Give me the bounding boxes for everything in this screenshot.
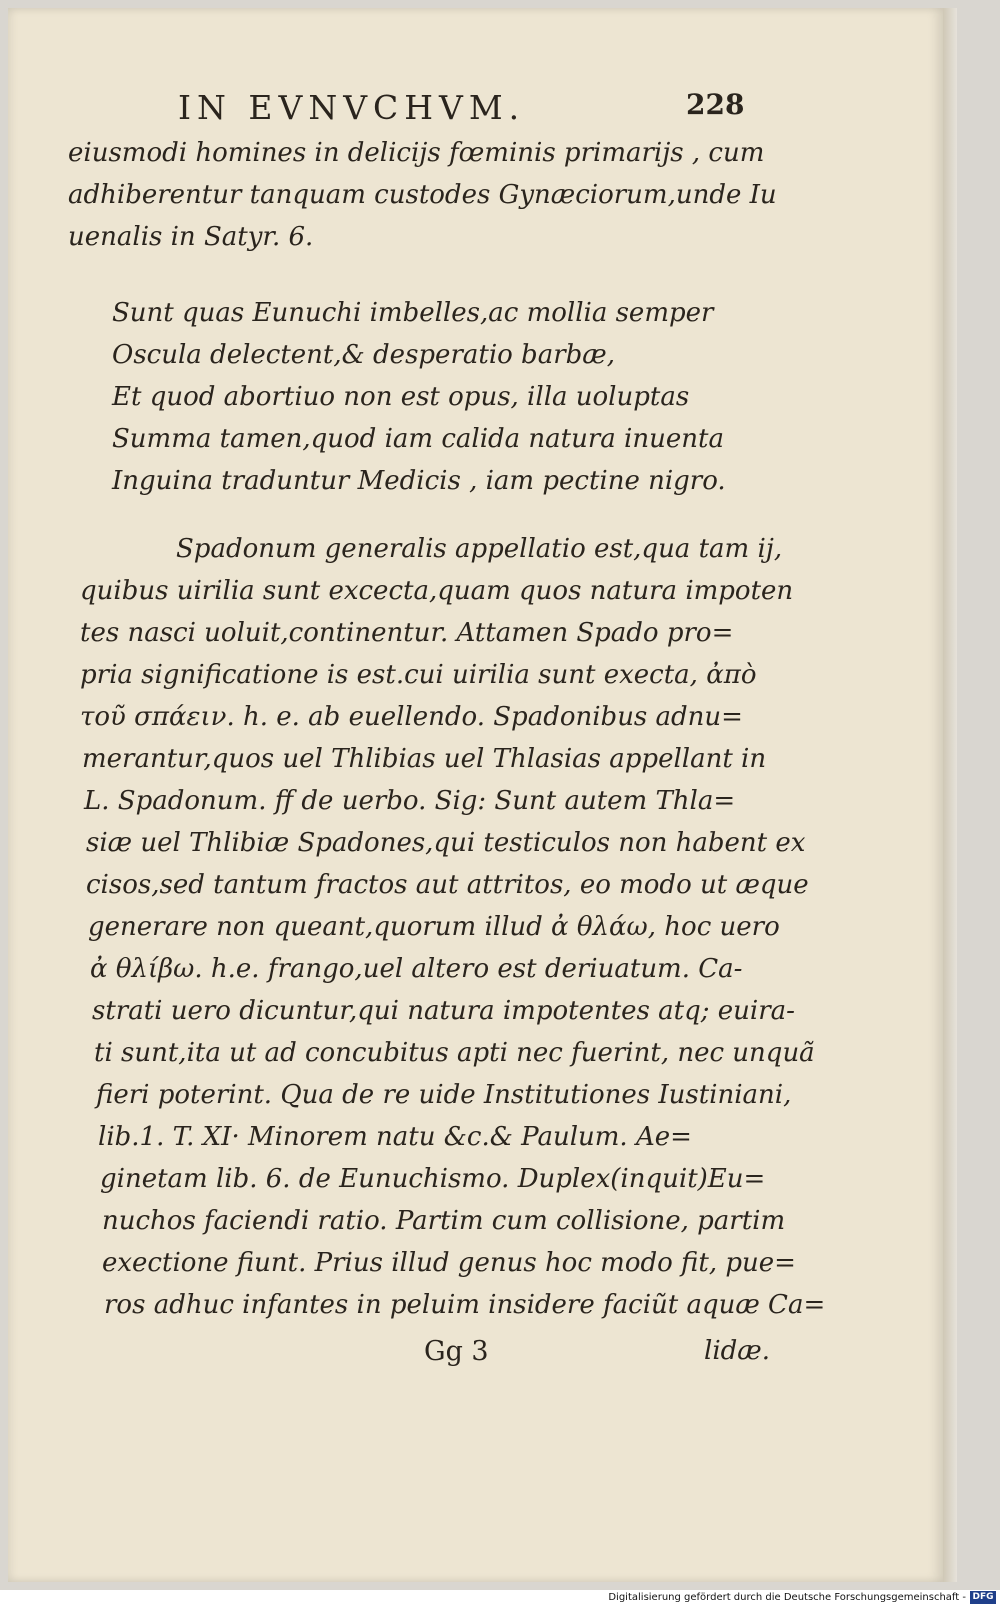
body-line: ti sunt,ita ut ad concubitus apti nec fuerint, nec unquã bbox=[94, 1038, 815, 1068]
verse-line: Et quod abortiuo non est opus, illa uoluptas bbox=[112, 382, 690, 412]
body-line: pria significatione is est.cui uirilia sunt execta, ἀπὸ bbox=[80, 660, 757, 690]
dfg-logo: DFG bbox=[970, 1591, 996, 1604]
funding-credit: Digitalisierung gefördert durch die Deutsche Forschungsgemeinschaft - bbox=[608, 1592, 966, 1603]
intro-line: uenalis in Satyr. 6. bbox=[68, 222, 314, 252]
body-line: τοῦ σπάειν. h. e. ab euellendo. Spadonibus adnu= bbox=[80, 702, 743, 732]
page-edge bbox=[943, 8, 957, 1582]
body-line: L. Spadonum. ff de uerbo. Sig: Sunt autem Thla= bbox=[84, 786, 736, 816]
body-line: ros adhuc infantes in peluim insidere faciũt aquæ Ca= bbox=[104, 1290, 826, 1320]
body-line: strati uero dicuntur,qui natura impotentes atq; euira- bbox=[92, 996, 795, 1026]
body-line: cisos,sed tantum fractos aut attritos, eo modo ut æque bbox=[86, 870, 809, 900]
verse-line: Sunt quas Eunuchi imbelles,ac mollia semper bbox=[112, 298, 714, 328]
running-title: IN EVNVCHVM. bbox=[178, 88, 526, 127]
body-line: quibus uirilia sunt excecta,quam quos natura impoten bbox=[80, 576, 794, 606]
body-line: fieri poterint. Qua de re uide Institutiones Iustiniani, bbox=[96, 1080, 792, 1110]
body-line: Spadonum generalis appellatio est,qua tam ij, bbox=[176, 534, 783, 564]
signature-mark: Gg 3 bbox=[424, 1336, 489, 1367]
body-line: ginetam lib. 6. de Eunuchismo. Duplex(inquit)Eu= bbox=[100, 1164, 766, 1194]
verse-line: Oscula delectent,& desperatio barbæ, bbox=[112, 340, 615, 370]
verse-line: Inguina traduntur Medicis , iam pectine nigro. bbox=[112, 466, 726, 496]
body-line: tes nasci uoluit,continentur. Attamen Spado pro= bbox=[80, 618, 734, 648]
catchword: lidæ. bbox=[704, 1336, 770, 1366]
body-line: siæ uel Thlibiæ Spadones,qui testiculos non habent ex bbox=[86, 828, 806, 858]
body-line: ἀ θλίβω. h.e. frango,uel altero est deriuatum. Ca- bbox=[90, 954, 743, 984]
body-line: exectione fiunt. Prius illud genus hoc modo fit, pue= bbox=[102, 1248, 796, 1278]
body-line: lib.1. T. XI· Minorem natu &c.& Paulum. Ae= bbox=[98, 1122, 692, 1152]
verse-line: Summa tamen,quod iam calida natura inuenta bbox=[112, 424, 724, 454]
intro-line: eiusmodi homines in delicijs fœminis primarijs , cum bbox=[68, 138, 765, 168]
body-line: merantur,quos uel Thlibias uel Thlasias appellant in bbox=[82, 744, 767, 774]
body-line: generare non queant,quorum illud ἀ θλάω, hoc uero bbox=[88, 912, 780, 942]
body-line: nuchos faciendi ratio. Partim cum collisione, partim bbox=[102, 1206, 786, 1236]
page-number: 228 bbox=[686, 88, 745, 121]
intro-line: adhiberentur tanquam custodes Gynæciorum,unde Iu bbox=[68, 180, 777, 210]
